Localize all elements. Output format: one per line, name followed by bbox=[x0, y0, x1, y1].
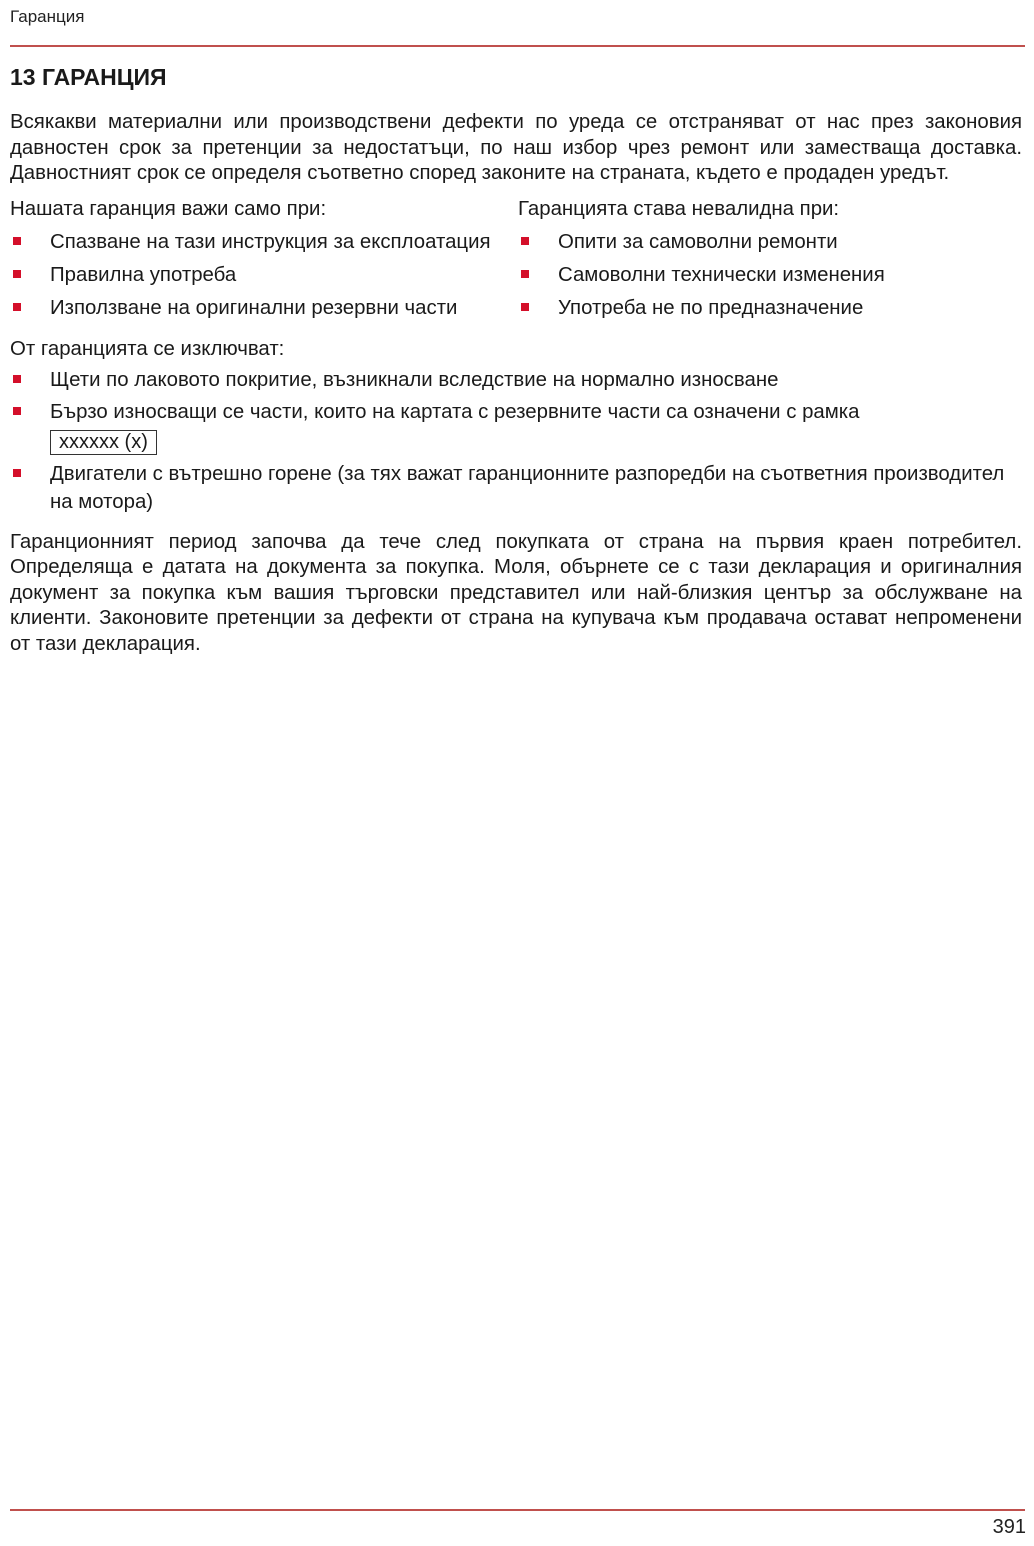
valid-only-column bbox=[10, 197, 518, 328]
bullet-square-icon bbox=[13, 469, 21, 477]
list-item-text: Самоволни технически изменения bbox=[558, 264, 885, 286]
page-content bbox=[10, 62, 1022, 657]
exclusions-heading: От гаранцията се изключват: bbox=[10, 338, 285, 360]
list-item-text: Спазване на тази инструкция за експлоатация bbox=[50, 231, 491, 253]
exclusions-list bbox=[10, 366, 1022, 516]
bullet-square-icon bbox=[13, 237, 21, 245]
closing-paragraph: Гаранционният период започва да тече след покупката от страна на първия краен потребител. Определяща е датата на документа за покупка. Моля, обърнете се с тази декларация и оригиналния документ за покупка към вашия търговски представител или най-близкия център за обслужване на клиенти. Законовите претенции за дефекти от страна на купувача към продавача остават непроменени от тази декларация. bbox=[10, 530, 1022, 655]
list-item-text: Бързо износващи се части, които на картата с резервните части са означени с рамка bbox=[50, 400, 860, 423]
list-item-text: Щети по лаковото покритие, възникнали вследствие на нормално износване bbox=[50, 368, 779, 391]
list-item bbox=[10, 398, 1022, 456]
list-item bbox=[518, 294, 1022, 322]
page-number: 391 bbox=[992, 1516, 1026, 1538]
section-title: 13 ГАРАНЦИЯ bbox=[10, 64, 167, 90]
frame-example: xxxxxx (x) bbox=[50, 430, 157, 455]
valid-only-heading: Нашата гаранция важи само при: bbox=[10, 197, 327, 220]
bullet-square-icon bbox=[521, 270, 529, 278]
list-item bbox=[518, 228, 1022, 256]
invalid-when-list bbox=[518, 228, 1022, 322]
bullet-square-icon bbox=[13, 407, 21, 415]
bullet-square-icon bbox=[13, 375, 21, 383]
invalid-when-column bbox=[518, 197, 1022, 328]
list-item bbox=[10, 460, 1022, 516]
list-item-text: Опити за самоволни ремонти bbox=[558, 231, 838, 253]
list-item-text: Използване на оригинални резервни части bbox=[50, 297, 458, 319]
bullet-square-icon bbox=[521, 237, 529, 245]
list-item-text: Правилна употреба bbox=[50, 264, 237, 286]
list-item bbox=[10, 366, 1022, 394]
list-item-text: Двигатели с вътрешно горене (за тях важат гаранционните разпоредби на съответния производител на мотора) bbox=[50, 462, 1005, 513]
valid-only-list bbox=[10, 228, 518, 322]
footer-rule bbox=[10, 1509, 1025, 1511]
intro-paragraph: Всякакви материални или производствени дефекти по уреда се отстраняват от нас през законовия давностен срок за претенции за недостатъци, по наш избор чрез ремонт или заместваща доставка. Давностният срок се определя съответно според законите на страната, където е продаден уредът. bbox=[10, 111, 1022, 184]
invalid-when-heading: Гаранцията става невалидна при: bbox=[518, 197, 840, 220]
list-item-text: Употреба не по предназначение bbox=[558, 297, 864, 319]
running-head: Гаранция bbox=[10, 7, 85, 26]
list-item bbox=[10, 228, 518, 256]
conditions-columns bbox=[10, 197, 1022, 328]
bullet-square-icon bbox=[521, 303, 529, 311]
bullet-square-icon bbox=[13, 303, 21, 311]
bullet-square-icon bbox=[13, 270, 21, 278]
header-rule bbox=[10, 45, 1025, 47]
list-item bbox=[518, 261, 1022, 289]
list-item bbox=[10, 261, 518, 289]
list-item bbox=[10, 294, 518, 322]
